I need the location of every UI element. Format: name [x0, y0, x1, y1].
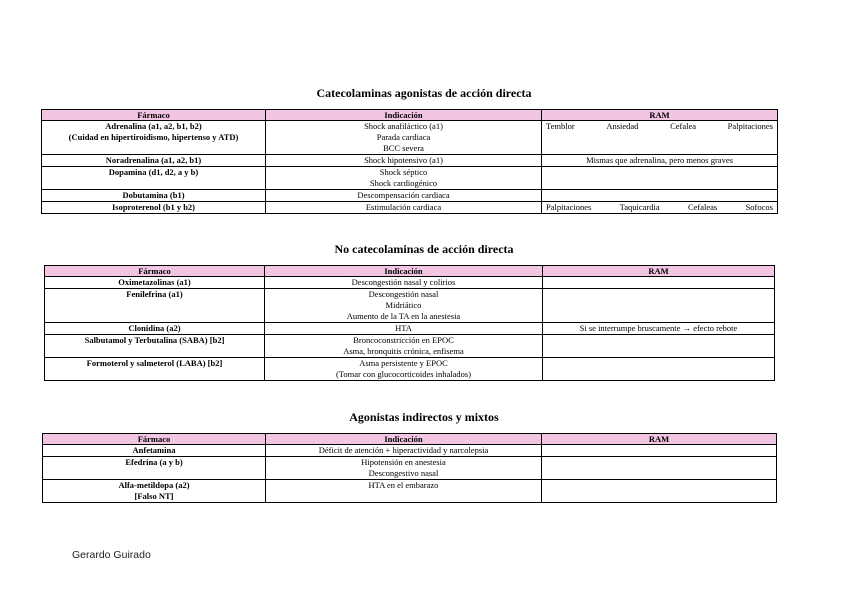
table-row	[43, 457, 777, 480]
ram-cell	[542, 202, 778, 214]
drug-line: Noradrenalina (a1, a2, b1)	[105, 155, 202, 165]
ram-cell	[543, 323, 775, 335]
table-row	[43, 445, 777, 457]
indication-line: Asma, bronquitis crónica, enfisema	[343, 346, 464, 356]
table-no-catecolaminas	[44, 265, 775, 381]
drug-line: Formoterol y salmeterol (LABA) [b2]	[86, 358, 223, 368]
indication-line: Shock séptico	[379, 167, 428, 177]
header-ram: RAM	[543, 266, 775, 277]
header-ram: RAM	[542, 110, 778, 121]
indication-line: Descongestión nasal y colirios	[351, 277, 456, 287]
drug-line: Oximetazolinas (a1)	[118, 277, 191, 287]
drug-line: (Cuidad en hipertiroidismo, hipertenso y ATD)	[68, 132, 239, 142]
ram-item: Temblor	[546, 121, 575, 131]
header-indicacion: Indicación	[266, 110, 542, 121]
section-title-catecolaminas: Catecolaminas agonistas de acción directa	[316, 86, 532, 100]
indication-line: Shock hipotensivo (a1)	[364, 155, 443, 165]
drug-cell	[43, 457, 266, 480]
drug-cell	[42, 167, 266, 190]
drug-cell	[45, 277, 265, 289]
ram-item: Taquicardia	[619, 202, 660, 212]
ram-cell	[542, 167, 778, 190]
table-row	[43, 480, 777, 503]
indication-cell	[265, 289, 543, 323]
indication-line: Estimulación cardiaca	[365, 202, 442, 212]
header-farmaco: Fármaco	[42, 110, 266, 121]
drug-line: [Falso NT]	[134, 491, 174, 501]
drug-line: Adrenalina (a1, a2, b1, b2)	[105, 121, 202, 131]
indication-cell	[266, 167, 542, 190]
ram-item: Palpitaciones	[727, 121, 773, 131]
header-indicacion: Indicación	[265, 266, 543, 277]
header-farmaco: Fármaco	[45, 266, 265, 277]
indication-line: Broncoconstricción en EPOC	[353, 335, 454, 345]
indication-line: Aumento de la TA en la anestesia	[346, 311, 461, 321]
header-indicacion: Indicación	[266, 434, 542, 445]
drug-cell	[42, 190, 266, 202]
drug-cell	[42, 121, 266, 155]
table-row	[45, 323, 775, 335]
ram-item: Palpitaciones	[546, 202, 592, 212]
ram-cell	[542, 480, 777, 503]
table-row	[45, 358, 775, 381]
indication-line: Déficit de atención + hiperactividad y narcolepsia	[318, 445, 489, 455]
ram-item: Mismas que adrenalina, pero menos graves	[586, 155, 733, 165]
indication-line: Midriático	[385, 300, 422, 310]
indication-cell	[265, 277, 543, 289]
drug-line: Clonidina (a2)	[128, 323, 181, 333]
indication-line: Descompensación cardiaca	[357, 190, 450, 200]
indication-cell	[266, 190, 542, 202]
drug-cell	[45, 335, 265, 358]
section-title-indirectos: Agonistas indirectos y mixtos	[349, 410, 499, 424]
indication-cell	[266, 457, 542, 480]
ram-cell	[542, 445, 777, 457]
table-row	[45, 289, 775, 323]
indication-cell	[265, 335, 543, 358]
indication-line: Shock anafiláctico (a1)	[364, 121, 443, 131]
indication-line: Shock cardiogénico	[369, 178, 438, 188]
table-indirectos	[42, 433, 777, 503]
drug-line: Efedrina (a y b)	[125, 457, 183, 467]
indication-line: Descongestivo nasal	[368, 468, 439, 478]
indication-cell	[266, 480, 542, 503]
ram-cell	[543, 335, 775, 358]
table-row	[42, 190, 778, 202]
ram-item: Si se interrumpe bruscamente → efecto rebote	[579, 323, 738, 333]
ram-items	[544, 202, 775, 213]
table-row	[42, 155, 778, 167]
ram-cell	[542, 121, 778, 155]
ram-cell	[542, 190, 778, 202]
ram-cell	[542, 155, 778, 167]
author-footer: Gerardo Guirado	[72, 549, 151, 561]
ram-item: Cefaleas	[687, 202, 718, 212]
indication-cell	[266, 202, 542, 214]
drug-line: Salbutamol y Terbutalina (SABA) [b2]	[84, 335, 225, 345]
drug-cell	[43, 445, 266, 457]
drug-cell	[42, 155, 266, 167]
drug-cell	[45, 323, 265, 335]
indication-line: Parada cardiaca	[376, 132, 431, 142]
indication-line: (Tomar con glucocorticoides inhalados)	[335, 369, 472, 379]
indication-line: Hipotensión en anestesia	[361, 457, 446, 467]
table-row	[42, 167, 778, 190]
indication-cell	[265, 323, 543, 335]
table-row	[42, 202, 778, 214]
drug-cell	[42, 202, 266, 214]
ram-item: Sofocos	[745, 202, 773, 212]
indication-line: Descongestión nasal	[368, 289, 439, 299]
drug-line: Dobutamina (b1)	[122, 190, 185, 200]
ram-cell	[543, 358, 775, 381]
drug-line: Fenilefrina (a1)	[126, 289, 183, 299]
indication-line: HTA	[395, 323, 412, 333]
drug-line: Isoproterenol (b1 y b2)	[111, 202, 196, 212]
table-catecolaminas	[41, 109, 778, 214]
drug-cell	[45, 289, 265, 323]
ram-cell	[543, 289, 775, 323]
indication-cell	[266, 155, 542, 167]
header-farmaco: Fármaco	[43, 434, 266, 445]
section-title-no-catecolaminas: No catecolaminas de acción directa	[334, 242, 514, 256]
ram-item: Ansiedad	[606, 121, 639, 131]
table-row	[45, 277, 775, 289]
indication-cell	[266, 121, 542, 155]
ram-cell	[543, 277, 775, 289]
table-row	[42, 121, 778, 155]
header-ram: RAM	[542, 434, 777, 445]
ram-cell	[542, 457, 777, 480]
indication-cell	[265, 358, 543, 381]
drug-line: Dopamina (d1, d2, a y b)	[108, 167, 199, 177]
drug-line: Alfa-metildopa (a2)	[118, 480, 190, 490]
indication-line: Asma persistente y EPOC	[359, 358, 448, 368]
indication-line: BCC severa	[383, 143, 424, 153]
drug-line: Anfetamina	[132, 445, 176, 455]
drug-cell	[43, 480, 266, 503]
indication-cell	[266, 445, 542, 457]
ram-items	[544, 121, 775, 132]
ram-item: Cefalea	[670, 121, 697, 131]
drug-cell	[45, 358, 265, 381]
indication-line: HTA en el embarazo	[368, 480, 439, 490]
table-row	[45, 335, 775, 358]
